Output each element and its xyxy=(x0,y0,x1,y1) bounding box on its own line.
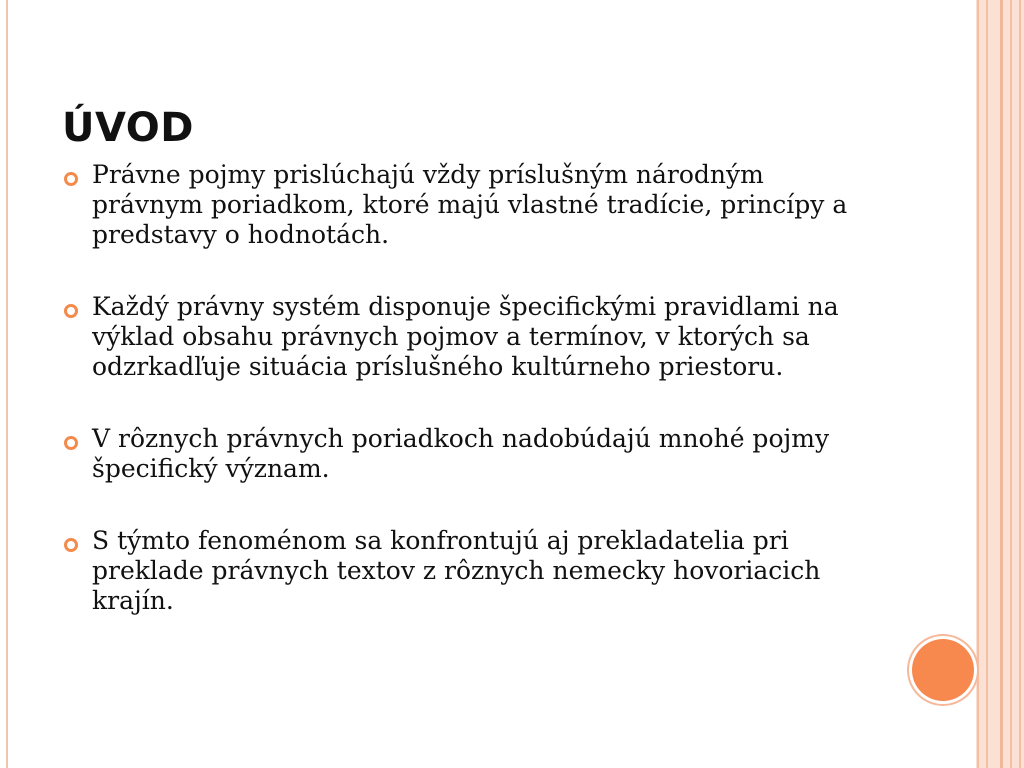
bullet-list xyxy=(62,160,882,658)
bullet-text: Každý právny systém disponuje špecifickými pravidlami na výklad obsahu právnych pojmov a termínov, v ktorých sa odzrkadľuje situácia príslušného kultúrneho priestoru. xyxy=(92,292,839,381)
slide-title: ÚVOD xyxy=(62,105,194,151)
bullet-item xyxy=(62,292,882,382)
bullet-icon xyxy=(64,538,78,552)
band-line xyxy=(1010,0,1012,768)
band-line xyxy=(977,0,979,768)
bullet-icon xyxy=(64,172,78,186)
bullet-item xyxy=(62,424,882,484)
bullet-icon xyxy=(64,304,78,318)
bullet-item xyxy=(62,160,882,250)
bullet-text: Právne pojmy prislúchajú vždy príslušným národným právnym poriadkom, ktoré majú vlastné tradície, princípy a predstavy o hodnotách. xyxy=(92,160,848,249)
band-line xyxy=(986,0,988,768)
bullet-text: V rôznych právnych poriadkoch nadobúdajú mnohé pojmy špecifický význam. xyxy=(92,424,830,483)
bullet-item xyxy=(62,526,882,616)
band-line xyxy=(1000,0,1003,768)
band-line xyxy=(1019,0,1021,768)
bullet-text: S týmto fenoménom sa konfrontujú aj prekladatelia pri preklade právnych textov z rôznych nemecky hovoriacich krajín. xyxy=(92,526,821,615)
bullet-icon xyxy=(64,436,78,450)
orange-circle-decoration xyxy=(912,639,974,701)
left-border-line xyxy=(6,0,8,768)
